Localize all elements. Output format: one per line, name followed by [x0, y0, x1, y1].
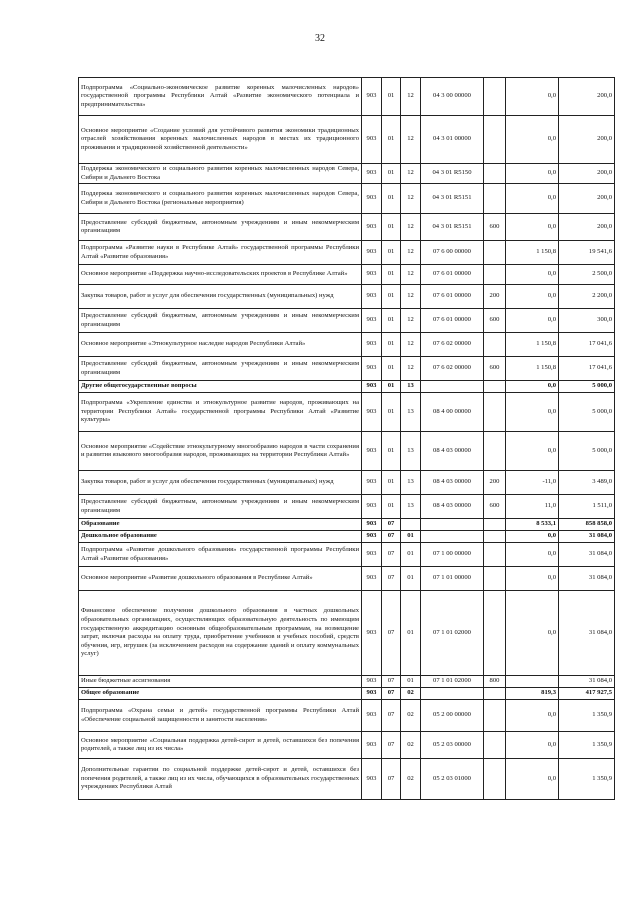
row-admin-code: 903: [362, 357, 382, 381]
row-section-code: 01: [382, 265, 401, 285]
row-name: Предоставление субсидий бюджетным, автономным учреждениям и иным некоммерческим организациям: [79, 495, 362, 519]
row-amount-change: 0,0: [506, 116, 559, 164]
row-name: Финансовое обеспечение получения дошкольного образования в частных дошкольных образовательных организациях, осуществляющих образовательную деятельность по имеющим государственную аккредитацию основным общеобразовательным программам, на возмещение затрат, включая расходы на оплату труда, приобретение учебников и учебных пособий, средств обучения, игр, игрушек (за исключением расходов на содержание зданий и оплату коммунальных услуг): [79, 591, 362, 676]
row-section-code: 01: [382, 78, 401, 116]
row-subsection-code: 02: [401, 759, 421, 800]
row-section-code: 01: [382, 333, 401, 357]
row-target-article: 07 1 00 00000: [421, 543, 484, 567]
row-target-article: 05 2 03 01000: [421, 759, 484, 800]
row-amount-change: 1 150,8: [506, 241, 559, 265]
table-row: [79, 688, 615, 700]
row-name: Закупка товаров, работ и услуг для обеспечения государственных (муниципальных) нужд: [79, 285, 362, 309]
row-target-article: 07 6 02 00000: [421, 333, 484, 357]
row-target-article: 07 1 01 02000: [421, 676, 484, 688]
row-amount-total: 31 084,0: [559, 591, 615, 676]
row-target-article: [421, 381, 484, 393]
row-name: Иные бюджетные ассигнования: [79, 676, 362, 688]
row-amount-total: 200,0: [559, 116, 615, 164]
table-row: [79, 116, 615, 164]
row-target-article: 08 4 03 00000: [421, 495, 484, 519]
row-section-code: 01: [382, 214, 401, 241]
row-amount-change: 0,0: [506, 432, 559, 471]
row-amount-total: 200,0: [559, 214, 615, 241]
row-amount-total: 31 084,0: [559, 543, 615, 567]
row-amount-change: 0,0: [506, 184, 559, 214]
table-row: [79, 676, 615, 688]
row-target-article: 07 6 02 00000: [421, 357, 484, 381]
row-subsection-code: 12: [401, 333, 421, 357]
row-amount-total: 31 084,0: [559, 531, 615, 543]
row-subsection-code: 13: [401, 381, 421, 393]
row-section-code: 01: [382, 381, 401, 393]
row-section-code: 01: [382, 241, 401, 265]
row-expense-type: [484, 78, 506, 116]
row-amount-change: 0,0: [506, 214, 559, 241]
row-target-article: 05 2 00 00000: [421, 700, 484, 732]
row-target-article: 08 4 03 00000: [421, 471, 484, 495]
budget-table: [78, 77, 615, 800]
row-target-article: 07 6 01 00000: [421, 285, 484, 309]
row-target-article: 07 1 01 02000: [421, 591, 484, 676]
row-amount-change: 0,0: [506, 700, 559, 732]
row-name: Поддержка экономического и социального развития коренных малочисленных народов Севера, Сибири и Дальнего Востока (региональные мероприятия): [79, 184, 362, 214]
row-subsection-code: 12: [401, 309, 421, 333]
row-amount-change: 0,0: [506, 531, 559, 543]
table-row: [79, 309, 615, 333]
row-section-code: 07: [382, 700, 401, 732]
row-admin-code: 903: [362, 759, 382, 800]
row-subsection-code: 01: [401, 567, 421, 591]
row-amount-total: 300,0: [559, 309, 615, 333]
row-name: Основное мероприятие «Поддержка научно-исследовательских проектов в Республике Алтай»: [79, 265, 362, 285]
row-name: Дополнительные гарантии по социальной поддержке детей-сирот и детей, оставшихся без попечения родителей, а также лиц из их числа, обучающихся в образовательных государственных учреждениях Республики Алтай: [79, 759, 362, 800]
row-name: Поддержка экономического и социального развития коренных малочисленных народов Севера, Сибири и Дальнего Востока: [79, 164, 362, 184]
table-row: [79, 164, 615, 184]
table-row: [79, 357, 615, 381]
row-target-article: 04 3 00 00000: [421, 78, 484, 116]
row-target-article: [421, 531, 484, 543]
row-amount-total: 1 350,9: [559, 732, 615, 759]
row-section-code: 07: [382, 567, 401, 591]
row-target-article: 08 4 00 00000: [421, 393, 484, 432]
row-amount-total: 19 541,6: [559, 241, 615, 265]
row-target-article: [421, 688, 484, 700]
row-amount-total: 31 084,0: [559, 567, 615, 591]
row-name: Основное мероприятие «Содействие этнокультурному многообразию народов в части сохранения и развития языкового многообразия народов, проживающих на территории Республики Алтай»: [79, 432, 362, 471]
table-row: [79, 333, 615, 357]
row-amount-total: 200,0: [559, 164, 615, 184]
row-expense-type: 600: [484, 495, 506, 519]
row-expense-type: [484, 381, 506, 393]
row-name: Дошкольное образование: [79, 531, 362, 543]
row-amount-total: 5 000,0: [559, 381, 615, 393]
table-row: [79, 78, 615, 116]
row-subsection-code: 12: [401, 184, 421, 214]
row-section-code: 07: [382, 531, 401, 543]
row-target-article: [421, 519, 484, 531]
row-amount-change: 0,0: [506, 381, 559, 393]
row-amount-change: 819,3: [506, 688, 559, 700]
row-section-code: 01: [382, 285, 401, 309]
row-expense-type: [484, 688, 506, 700]
row-name: Основное мероприятие «Социальная поддержка детей-сирот и детей, оставшихся без попечения родителей, а также лиц из их числа»: [79, 732, 362, 759]
row-expense-type: [484, 519, 506, 531]
row-admin-code: 903: [362, 531, 382, 543]
row-subsection-code: 12: [401, 164, 421, 184]
page-number: 32: [315, 33, 325, 44]
row-amount-total: 417 927,5: [559, 688, 615, 700]
row-section-code: 01: [382, 116, 401, 164]
row-amount-total: 5 000,0: [559, 393, 615, 432]
row-amount-total: 200,0: [559, 184, 615, 214]
row-amount-total: 3 489,0: [559, 471, 615, 495]
row-expense-type: [484, 333, 506, 357]
table-row: [79, 214, 615, 241]
row-target-article: 04 3 01 R5151: [421, 214, 484, 241]
row-subsection-code: 01: [401, 591, 421, 676]
row-section-code: 07: [382, 591, 401, 676]
row-name: Образование: [79, 519, 362, 531]
row-subsection-code: 02: [401, 700, 421, 732]
table-row: [79, 519, 615, 531]
table-row: [79, 732, 615, 759]
row-subsection-code: 01: [401, 543, 421, 567]
row-subsection-code: 01: [401, 531, 421, 543]
row-section-code: 01: [382, 432, 401, 471]
row-section-code: 01: [382, 164, 401, 184]
row-amount-total: 17 041,6: [559, 357, 615, 381]
row-admin-code: 903: [362, 333, 382, 357]
row-amount-change: 0,0: [506, 732, 559, 759]
row-subsection-code: 02: [401, 688, 421, 700]
row-target-article: 04 3 01 00000: [421, 116, 484, 164]
row-subsection-code: 12: [401, 78, 421, 116]
row-admin-code: 903: [362, 519, 382, 531]
row-section-code: 01: [382, 357, 401, 381]
row-amount-change: 1 150,8: [506, 333, 559, 357]
row-amount-change: 8 533,1: [506, 519, 559, 531]
row-name: Подпрограмма «Социально-экономическое развитие коренных малочисленных народов» государственной программы Республики Алтай «Развитие экономического потенциала и предпринимательства»: [79, 78, 362, 116]
row-section-code: 07: [382, 543, 401, 567]
row-amount-total: 31 084,0: [559, 676, 615, 688]
row-subsection-code: 12: [401, 285, 421, 309]
row-expense-type: [484, 543, 506, 567]
row-admin-code: 903: [362, 591, 382, 676]
row-subsection-code: [401, 519, 421, 531]
row-section-code: 07: [382, 732, 401, 759]
row-expense-type: [484, 164, 506, 184]
row-target-article: 07 1 01 00000: [421, 567, 484, 591]
row-admin-code: 903: [362, 265, 382, 285]
table-row: [79, 543, 615, 567]
row-subsection-code: 12: [401, 214, 421, 241]
row-name: Основное мероприятие «Этнокультурное наследие народов Республики Алтай»: [79, 333, 362, 357]
row-expense-type: [484, 184, 506, 214]
table-row: [79, 591, 615, 676]
row-expense-type: [484, 265, 506, 285]
table-row: [79, 531, 615, 543]
table-row: [79, 471, 615, 495]
table-row: [79, 285, 615, 309]
row-amount-change: 0,0: [506, 591, 559, 676]
row-expense-type: [484, 116, 506, 164]
row-amount-change: 0,0: [506, 567, 559, 591]
row-amount-total: 1 350,9: [559, 759, 615, 800]
row-subsection-code: 13: [401, 495, 421, 519]
row-admin-code: 903: [362, 393, 382, 432]
table-row: [79, 241, 615, 265]
row-expense-type: 800: [484, 676, 506, 688]
row-expense-type: [484, 567, 506, 591]
row-name: Предоставление субсидий бюджетным, автономным учреждениям и иным некоммерческим организациям: [79, 214, 362, 241]
table-row: [79, 700, 615, 732]
row-subsection-code: 12: [401, 241, 421, 265]
row-name: Общее образование: [79, 688, 362, 700]
row-target-article: 04 3 01 R5151: [421, 184, 484, 214]
row-expense-type: 600: [484, 309, 506, 333]
row-target-article: 05 2 03 00000: [421, 732, 484, 759]
row-name: Предоставление субсидий бюджетным, автономным учреждениям и иным некоммерческим организациям: [79, 309, 362, 333]
row-admin-code: 903: [362, 676, 382, 688]
table-row: [79, 495, 615, 519]
row-subsection-code: 12: [401, 116, 421, 164]
row-subsection-code: 13: [401, 432, 421, 471]
row-amount-total: 2 500,0: [559, 265, 615, 285]
table-row: [79, 759, 615, 800]
row-amount-change: 0,0: [506, 78, 559, 116]
row-amount-change: 1 150,8: [506, 357, 559, 381]
row-amount-change: 0,0: [506, 285, 559, 309]
row-amount-change: 0,0: [506, 309, 559, 333]
row-expense-type: 600: [484, 357, 506, 381]
row-section-code: 01: [382, 184, 401, 214]
row-admin-code: 903: [362, 495, 382, 519]
row-expense-type: 200: [484, 285, 506, 309]
row-amount-total: 1 350,9: [559, 700, 615, 732]
row-admin-code: 903: [362, 471, 382, 495]
row-name: Основное мероприятие «Создание условий для устойчивого развития экономики традиционных отраслей хозяйствования коренных малочисленных народов в местах их традиционного проживания и традиционной хозяйственной деятельности»: [79, 116, 362, 164]
row-expense-type: [484, 531, 506, 543]
row-admin-code: 903: [362, 688, 382, 700]
row-admin-code: 903: [362, 567, 382, 591]
row-admin-code: 903: [362, 432, 382, 471]
row-section-code: 01: [382, 495, 401, 519]
row-admin-code: 903: [362, 184, 382, 214]
row-amount-total: 200,0: [559, 78, 615, 116]
row-section-code: 07: [382, 676, 401, 688]
row-name: Закупка товаров, работ и услуг для обеспечения государственных (муниципальных) нужд: [79, 471, 362, 495]
table-row: [79, 381, 615, 393]
row-amount-change: -11,0: [506, 471, 559, 495]
row-amount-change: 0,0: [506, 164, 559, 184]
row-name: Подпрограмма «Развитие дошкольного образования» государственной программы Республики Алтай «Развитие образования»: [79, 543, 362, 567]
row-target-article: 07 6 00 00000: [421, 241, 484, 265]
row-amount-total: 858 858,0: [559, 519, 615, 531]
row-subsection-code: 13: [401, 393, 421, 432]
row-subsection-code: 13: [401, 471, 421, 495]
row-amount-change: [506, 676, 559, 688]
row-target-article: 07 6 01 00000: [421, 265, 484, 285]
row-section-code: 01: [382, 309, 401, 333]
row-amount-total: 5 000,0: [559, 432, 615, 471]
row-section-code: 07: [382, 519, 401, 531]
row-expense-type: [484, 700, 506, 732]
row-admin-code: 903: [362, 309, 382, 333]
row-name: Подпрограмма «Охрана семьи и детей» государственной программы Республики Алтай «Обеспечение социальной защищенности и занятости населения»: [79, 700, 362, 732]
row-target-article: 07 6 01 00000: [421, 309, 484, 333]
row-section-code: 07: [382, 688, 401, 700]
row-expense-type: [484, 241, 506, 265]
table-row: [79, 432, 615, 471]
row-subsection-code: 02: [401, 732, 421, 759]
row-subsection-code: 12: [401, 357, 421, 381]
row-amount-total: 1 511,0: [559, 495, 615, 519]
row-expense-type: 600: [484, 214, 506, 241]
row-expense-type: [484, 591, 506, 676]
row-name: Предоставление субсидий бюджетным, автономным учреждениям и иным некоммерческим организациям: [79, 357, 362, 381]
table-row: [79, 567, 615, 591]
row-admin-code: 903: [362, 381, 382, 393]
row-admin-code: 903: [362, 78, 382, 116]
row-section-code: 07: [382, 759, 401, 800]
table-row: [79, 265, 615, 285]
row-amount-change: 0,0: [506, 265, 559, 285]
row-admin-code: 903: [362, 164, 382, 184]
row-subsection-code: 01: [401, 676, 421, 688]
row-amount-change: 11,0: [506, 495, 559, 519]
row-amount-total: 2 200,0: [559, 285, 615, 309]
row-name: Подпрограмма «Развитие науки в Республике Алтай» государственной программы Республики Алтай «Развитие образования»: [79, 241, 362, 265]
row-admin-code: 903: [362, 285, 382, 309]
row-admin-code: 903: [362, 214, 382, 241]
row-amount-change: 0,0: [506, 543, 559, 567]
row-admin-code: 903: [362, 116, 382, 164]
row-name: Другие общегосударственные вопросы: [79, 381, 362, 393]
row-expense-type: [484, 759, 506, 800]
row-expense-type: 200: [484, 471, 506, 495]
table-row: [79, 184, 615, 214]
row-admin-code: 903: [362, 700, 382, 732]
row-expense-type: [484, 732, 506, 759]
row-amount-change: 0,0: [506, 759, 559, 800]
table-row: [79, 393, 615, 432]
row-admin-code: 903: [362, 732, 382, 759]
row-target-article: 08 4 03 00000: [421, 432, 484, 471]
row-amount-change: 0,0: [506, 393, 559, 432]
row-section-code: 01: [382, 393, 401, 432]
row-amount-total: 17 041,6: [559, 333, 615, 357]
row-subsection-code: 12: [401, 265, 421, 285]
row-admin-code: 903: [362, 241, 382, 265]
row-target-article: 04 3 01 R5150: [421, 164, 484, 184]
row-name: Основное мероприятие «Развитие дошкольного образования в Республике Алтай»: [79, 567, 362, 591]
row-expense-type: [484, 432, 506, 471]
row-admin-code: 903: [362, 543, 382, 567]
row-section-code: 01: [382, 471, 401, 495]
row-name: Подпрограмма «Укрепление единства и этнокультурное развитие народов, проживающих на территории Республики Алтай» государственной программы Республики Алтай «Развитие культуры»: [79, 393, 362, 432]
row-expense-type: [484, 393, 506, 432]
